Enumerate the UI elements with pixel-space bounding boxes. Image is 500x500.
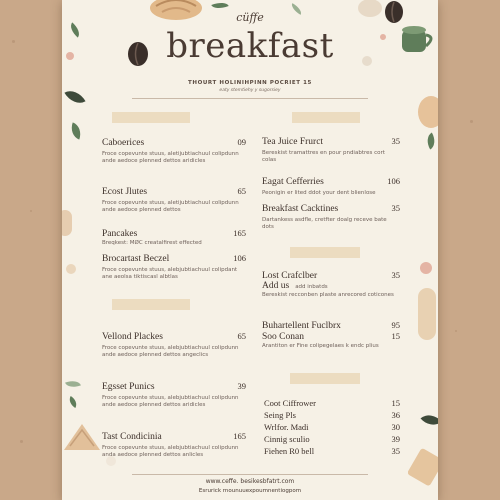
- item-name: Buhartellent Fuclbrx: [262, 321, 341, 331]
- bread-decoration: [418, 288, 436, 340]
- item-price: 39: [391, 434, 400, 444]
- item-price: 35: [391, 446, 400, 456]
- menu-item: [102, 331, 246, 359]
- item-subline: Add us: [262, 281, 290, 291]
- brand-name: cüffe: [236, 11, 264, 24]
- item-price: 35: [391, 136, 400, 146]
- section-banner: [292, 112, 360, 123]
- dot-decoration: [66, 264, 76, 274]
- item-description: Arantiton er Fine colipegelaes k endc plius: [262, 343, 379, 349]
- item-name: Pancakes: [102, 229, 138, 239]
- item-name: Fiehen R0 bell: [264, 446, 315, 456]
- item-price: 165: [233, 228, 246, 238]
- menu-item: [262, 203, 400, 231]
- item-price: 65: [237, 331, 246, 341]
- item-subline-tail: add inbatds: [295, 284, 328, 290]
- item-name: Lost Crafclber: [262, 271, 318, 281]
- item-name: Caboerices: [102, 138, 145, 148]
- item-price: 30: [391, 422, 400, 432]
- item-name: Brocartast Beczel: [102, 254, 170, 264]
- bread-decoration: [418, 96, 438, 128]
- item-price: 39: [237, 381, 246, 391]
- item-name: Tea Juice Frurct: [262, 137, 324, 147]
- leaf-decoration: [67, 396, 80, 408]
- list-item: [264, 410, 400, 420]
- section-banner: [112, 299, 190, 310]
- item-name: Coot Ciffrower: [264, 398, 317, 408]
- menu-item: [102, 253, 246, 281]
- tagline: THOURT HOLINIHPINN POCRIET 15: [188, 80, 312, 86]
- leaf-decoration: [420, 409, 438, 430]
- list-item: [264, 398, 400, 408]
- item-price: 106: [233, 253, 246, 263]
- menu-card: [62, 0, 438, 500]
- item-name: Tast Condicinia: [102, 432, 162, 442]
- list-item: [264, 446, 400, 456]
- section-banner: [290, 247, 360, 258]
- item-description: Peonigin er lited ddot your dent blienlose: [262, 190, 376, 196]
- item-description: Froce copevunte stuus, alebjubtiachuul colipdunn ande aedoce plenned dettos angeclics: [102, 345, 239, 358]
- item-price: 15: [391, 331, 400, 341]
- item-description: Bereskist tramattres en pour pndiabtres cort colas: [262, 150, 385, 163]
- item-price: 36: [391, 410, 400, 420]
- list-item: [264, 434, 400, 444]
- menu-item: [102, 431, 246, 459]
- menu-item: [102, 228, 246, 247]
- divider: [132, 474, 368, 475]
- kraft-speck: [12, 40, 15, 43]
- menu-item: [262, 270, 400, 299]
- item-price: 35: [391, 203, 400, 213]
- item-description: Froce copevunte stuus, alebjubtiachuul colipdunn ande aedoce plenned dettos aridicles: [102, 395, 239, 408]
- item-description: Bereskist recconben plaste anrecored coticones: [262, 292, 394, 298]
- item-name: Vellond Plackes: [102, 332, 163, 342]
- kraft-speck: [470, 120, 473, 123]
- item-description: Dartankess asdfle, cretfter doalg receve bate dots: [262, 217, 387, 230]
- dot-decoration: [420, 262, 432, 274]
- item-description: Froce copevunte stuus, aletijubtiachuul colipdunn ande aedoce plenned dettos: [102, 200, 239, 213]
- pastry-illustration: [62, 418, 102, 452]
- item-name: Ecost Jlutes: [102, 187, 148, 197]
- item-price: 106: [387, 176, 400, 186]
- item-name: Eagat Cefferries: [262, 177, 324, 187]
- menu-item: [102, 381, 246, 409]
- section-banner: [290, 373, 360, 384]
- divider: [132, 98, 368, 99]
- item-price: 165: [233, 431, 246, 441]
- item-price: 65: [237, 186, 246, 196]
- footer-text: Esrurick rnounuuexpoumnentiogpom: [198, 488, 302, 494]
- item-subline: Soo Conan: [262, 332, 304, 342]
- page-title: breakfast: [166, 26, 334, 66]
- list-item: [264, 422, 400, 432]
- item-price: 15: [391, 398, 400, 408]
- leaf-decoration: [423, 132, 438, 149]
- menu-item: [262, 176, 400, 197]
- item-name: Egsset Punics: [102, 382, 155, 392]
- leaf-decoration: [211, 0, 228, 12]
- menu-item: [262, 320, 400, 350]
- item-description: Froce copevunte stuus, alebjubtiachuul colipdant ane aeolsa tiktiscasl albtlas: [102, 267, 238, 280]
- leaf-decoration: [68, 122, 84, 139]
- menu-item: [102, 137, 246, 165]
- item-price: 35: [391, 270, 400, 280]
- kraft-speck: [20, 440, 23, 443]
- kraft-speck: [30, 210, 32, 212]
- menu-item: [102, 186, 246, 214]
- bread-decoration: [62, 210, 72, 236]
- item-price: 95: [391, 320, 400, 330]
- tagline-subtitle: eaty stemtiehy y sugorsiey: [219, 88, 281, 93]
- item-description: Froce copevunte stuus, alebjubtiachuul colipdunn anda aedoce plenned dettos anlicles: [102, 445, 239, 458]
- item-name: Breakfast Cacktines: [262, 204, 339, 214]
- footer-url: www.ceffe. besikesbfatrt.com: [205, 478, 295, 485]
- kraft-speck: [455, 330, 457, 332]
- item-name: Seing Pls: [264, 410, 296, 420]
- leaf-decoration: [65, 378, 81, 390]
- item-name: Cinnig sculio: [264, 434, 310, 444]
- item-price: 09: [237, 137, 246, 147]
- item-name: Wrlfor. Madi: [264, 422, 309, 432]
- menu-item: [262, 136, 400, 164]
- section-banner: [112, 112, 190, 123]
- item-description: Breqkest: MØC creatalfirest effected: [102, 240, 202, 246]
- item-description: Froce copevunte stuus, aletijubtiachuul colipdunn ande aedoce plenned dettos aridicles: [102, 151, 239, 164]
